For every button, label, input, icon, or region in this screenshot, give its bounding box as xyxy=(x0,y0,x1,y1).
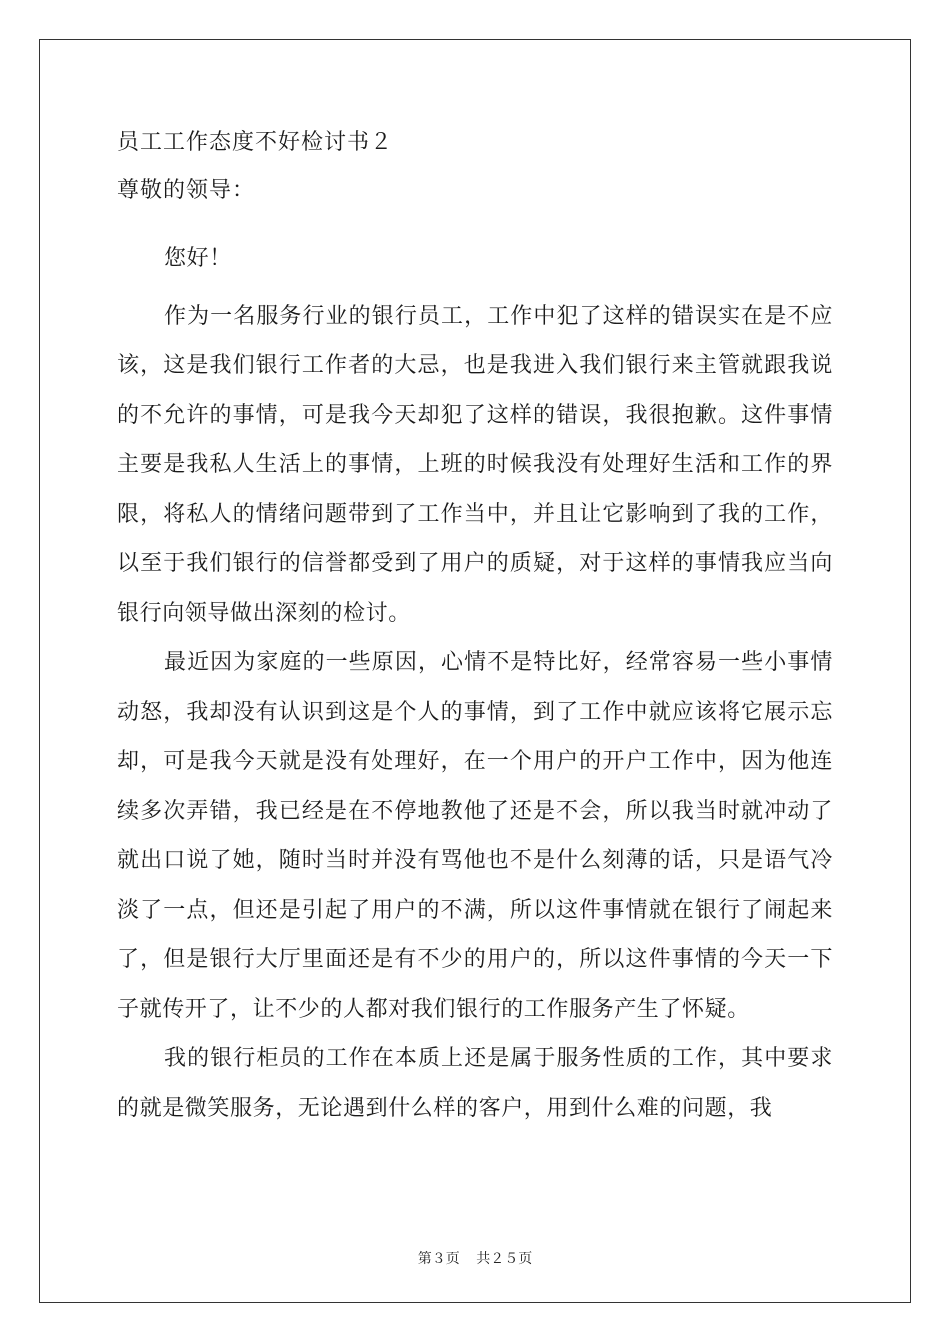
page-footer xyxy=(0,1248,950,1268)
greeting: 您好！ xyxy=(164,246,232,271)
document-title: 员工工作态度不好检讨书２ xyxy=(117,130,394,155)
page-number: 第３页 xyxy=(417,1251,460,1267)
salutation: 尊敬的领导： xyxy=(117,178,256,203)
paragraph-1: 作为一名服务行业的银行员工，工作中犯了这样的错误实在是不应该，这是我们银行工作者的大忌，也是我进入我们银行来主管就跟我说的不允许的事情，可是我今天却犯了这样的错误，我很抱歉。这件事情主要是我私人生活上的事情，上班的时候我没有处理好生活和工作的界限，将私人的情绪问题带到了工作当中，并且让它影响到了我的工作，以至于我们银行的信誉都受到了用户的质疑，对于这样的事情我应当向银行向领导做出深刻的检讨。 xyxy=(117,303,833,626)
page-total: 共２５页 xyxy=(476,1251,533,1267)
document-body xyxy=(117,128,833,1133)
paragraph-3: 我的银行柜员的工作在本质上还是属于服务性质的工作，其中要求的就是微笑服务，无论遇到什么样的客户，用到什么难的问题，我 xyxy=(117,1046,833,1121)
paragraph-2: 最近因为家庭的一些原因，心情不是特比好，经常容易一些小事情动怒，我却没有认识到这是个人的事情，到了工作中就应该将它展示忘却，可是我今天就是没有处理好，在一个用户的开户工作中，因为他连续多次弄错，我已经是在不停地教他了还是不会，所以我当时就冲动了就出口说了她，随时当时并没有骂他也不是什么刻薄的话，只是语气冷淡了一点，但还是引起了用户的不满，所以这件事情就在银行了闹起来了，但是银行大厅里面还是有不少的用户的，所以这件事情的今天一下子就传开了，让不少的人都对我们银行的工作服务产生了怀疑。 xyxy=(117,650,833,1022)
